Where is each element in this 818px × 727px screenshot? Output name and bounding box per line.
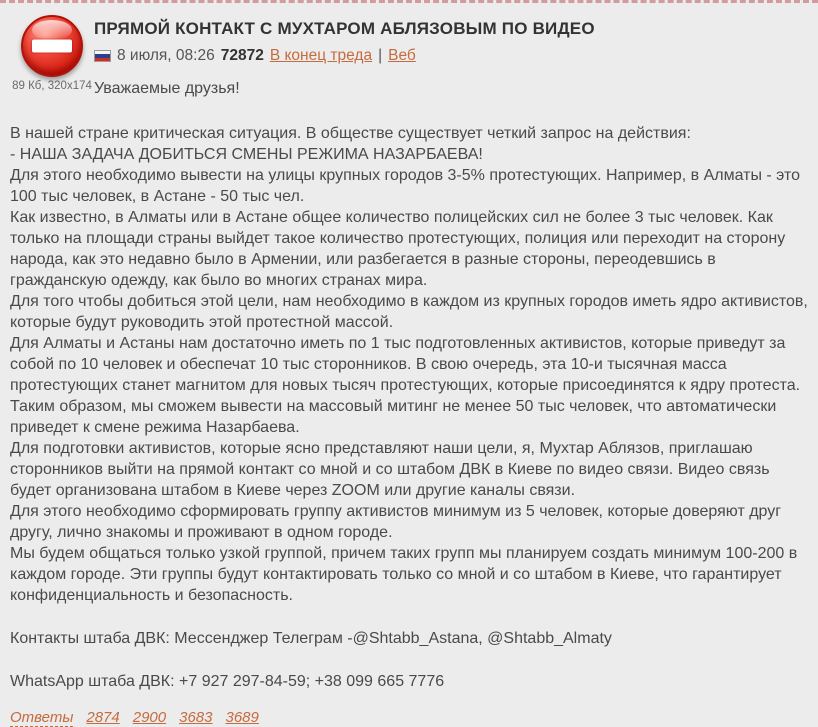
body-paragraph: Мы будем общаться только узкой группой, причем таких групп мы планируем создать минимум 100-200 в каждом городе. Эти группы будут контактировать только со мной и со штабом в Киеве, что гарантирует конфиденциальность и безопасность. xyxy=(10,545,798,604)
russia-flag-icon xyxy=(94,50,111,62)
post-number[interactable]: 72872 xyxy=(220,47,264,64)
contact-whatsapp-line: WhatsApp штаба ДВК: +7 927 297-84-59; +38 099 665 7776 xyxy=(10,673,445,690)
body-paragraph: В нашей стране критическая ситуация. В обществе существует четкий запрос на действия: xyxy=(10,125,691,142)
body-paragraph: Как известно, в Алматы или в Астане общее количество полицейских сил не более 3 тыс человек. Как только на площади страны выйдет такое количество протестующих, полиция или переходит на сторону народа, как это недавно было в Армении, или разбегается в разные стороны, переодевшись в гражданскую одежду, как было во многих странах мира. xyxy=(10,209,786,289)
body-paragraph: - НАША ЗАДАЧА ДОБИТЬСЯ СМЕНЫ РЕЖИМА НАЗАРБАЕВА! xyxy=(10,146,483,163)
reply-link[interactable]: 2874 xyxy=(86,709,120,726)
body-paragraph: Для того чтобы добиться этой цели, нам необходимо в каждом из крупных городов иметь ядро активистов, которые будут руководить этой протестной массой. xyxy=(10,293,808,331)
post-date: 8 июля, 08:26 xyxy=(117,47,215,64)
opening-post xyxy=(10,12,808,727)
replies-label[interactable]: Ответы xyxy=(10,709,74,726)
body-paragraph: Таким образом, мы сможем вывести на массовый митинг не менее 50 тыс человек, что автоматически приведет к смене режима Назарбаева. xyxy=(10,398,777,436)
flag-red-stripe xyxy=(95,58,110,61)
body-paragraph: Для этого необходимо вывести на улицы крупных городов 3-5% протестующих. Например, в Алматы - это 100 тыс человек, в Астане - 50 тыс чел. xyxy=(10,167,801,205)
reply-link[interactable]: 3689 xyxy=(225,709,259,726)
no-entry-sign-icon[interactable] xyxy=(21,15,83,77)
post-header-main xyxy=(94,12,808,98)
post-thumbnail xyxy=(10,12,94,92)
post-meta-row xyxy=(94,47,808,65)
post-body xyxy=(10,123,808,606)
meta-separator: | xyxy=(378,47,383,64)
reply-link[interactable]: 3683 xyxy=(179,709,213,726)
post-title: ПРЯМОЙ КОНТАКТ С МУХТАРОМ АБЛЯЗОВЫМ ПО ВИДЕО xyxy=(94,19,595,38)
body-paragraph: Для этого необходимо сформировать группу активистов минимум из 5 человек, которые доверяют друг другу, лично знакомы и проживают в одном городе. xyxy=(10,503,782,541)
post-header xyxy=(10,12,808,110)
reply-link[interactable]: 2900 xyxy=(132,709,167,726)
greeting-line: Уважаемые друзья! xyxy=(94,80,240,97)
to-thread-end-link[interactable]: В конец треда xyxy=(269,47,373,64)
body-paragraph: Для Алматы и Астаны нам достаточно иметь по 1 тыс подготовленных активистов, которые приведут за собой по 10 человек и обеспечат 10 тыс сторонников. В свою очередь, эта 10-и тысячная масса протестующих станет магнитом для новых тысяч протестующих, которые присоединятся к ядру протеста. xyxy=(10,335,801,394)
no-entry-bar xyxy=(32,40,72,53)
contact-telegram-line: Контакты штаба ДВК: Мессенджер Телеграм -@Shtabb_Astana, @Shtabb_Almaty xyxy=(10,630,612,647)
web-link[interactable]: Веб xyxy=(388,47,416,64)
body-paragraph: Для подготовки активистов, которые ясно представляют наши цели, я, Мухтар Аблязов, приглашаю сторонников выйти на прямой контакт со мной и со штабом ДВК в Киеве по видео связи. Видео связь будет организована штабом в Киеве через ZOOM или другие каналы связи. xyxy=(10,440,770,499)
thumbnail-filesize-label: 89 Кб, 320x174 xyxy=(12,80,92,92)
replies-row xyxy=(10,709,808,727)
